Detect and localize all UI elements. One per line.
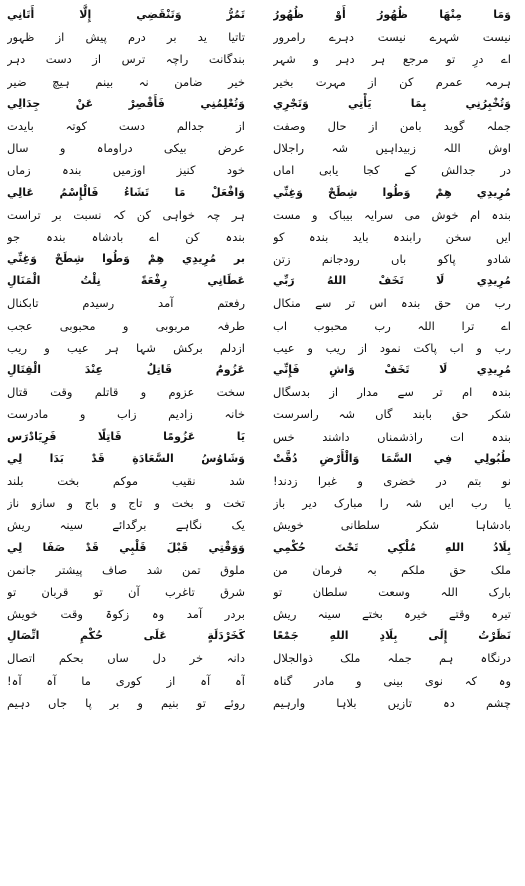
arabic-verse-line: يَا عَزُومًا قَاتِلًا فَرِيَادْرَس [7, 429, 245, 443]
arabic-verse-line: مُرِيدِي لَا تَخَفْ اللهُ رَبِّي [273, 274, 511, 288]
persian-verse-line: ہر چہ خواہی کن کہ نسبت بر تراست [7, 207, 245, 222]
persian-verse-line: رب من حق بندہ اس تر سے منکال [273, 296, 511, 311]
arabic-verse-line: تَمُرُّ وَتَنْقَضِي إِلَّا أَتَانِي [7, 8, 245, 21]
persian-verse-line: اوش اللہ زبیداہیں شہ راجلال [273, 141, 511, 156]
persian-verse-line: دانہ خر دل ساں بحکم اتصال [7, 651, 245, 666]
arabic-verse-line: مُرِيدِي هِمْ وَطُوا شِطَحْ وَغِنِّي [273, 185, 511, 199]
persian-verse-line: بندگانت راچہ ترس از دست دہر [7, 52, 245, 67]
arabic-verse-line: نَظَرْتُ إِلَى بِلَادِ اللهِ جَمْعًا [273, 629, 511, 643]
arabic-verse-line: عَزُومٌ قَاتِلٌ عِنْدَ الْقِتَالِ [7, 363, 245, 376]
persian-verse-line: یا رب ایں شہ را مبارک دیر باز [273, 496, 511, 511]
persian-verse-line: تاتیا ید بر درم پیش از ظہور [7, 30, 245, 45]
persian-verse-line: جملہ گوید بامن از حال وصفت [273, 118, 511, 133]
arabic-verse-line: وَافْعَلْ مَا تَشَاءُ فَالْإِسْمُ عَالِي [7, 185, 245, 199]
persian-verse-line: سخت عزوم و قاتلم وقت قتال [7, 385, 245, 400]
persian-verse-line: اے ترا اللہ رب محبوب اب [273, 318, 511, 333]
persian-verse-line: خانہ زادیم زاب و مادرست [7, 407, 245, 422]
left-column [7, 4, 245, 714]
arabic-verse-line: وَمَا مِنْهَا ظُهُورُ أَوْ ظُهُورُ [273, 8, 511, 21]
persian-verse-line: در جدالش کے کجا یابی اماں [273, 163, 511, 178]
persian-verse-line: عرض بیکی دراوماہ و سال [7, 141, 245, 156]
arabic-verse-line: طُبُولِي فِي السَّمَا وَالْأَرْضِ دُقَّتْ [273, 451, 511, 465]
persian-verse-line: نیست شہرے نیست دہرے رامرور [273, 30, 511, 45]
persian-verse-line: بادشاہا شکر سلطانی خویش [273, 518, 511, 533]
persian-verse-line: بندہ ات راذشمناں داشند خس [273, 429, 511, 444]
persian-verse-line: رب و اب پاکت نمود از ریب و عیب [273, 340, 511, 355]
persian-verse-line: طرفہ مربوبی و محبوبی عجب [7, 318, 245, 333]
arabic-verse-line: وَتُخْبِرُنِي بِمَا يَأْتِي وَتَجْرِي [273, 96, 511, 110]
arabic-verse-line: مُرِيدِي لَا تَخَفْ وَاشِ فَإِنِّي [273, 363, 511, 376]
persian-verse-line: ہرمہ عمرم کن از مہرت بخیر [273, 74, 511, 89]
persian-verse-line: درنگاہ ہم جملہ ملک ذوالجلال [273, 651, 511, 666]
persian-verse-line: رفعتم آمد رسیدم تابکنال [7, 296, 245, 311]
persian-verse-line: نو بتم در خضری و غبرا زدند! [273, 473, 511, 488]
persian-verse-line: بندہ ام خوش می سرایہ بیباک و مست [273, 207, 511, 222]
arabic-verse-line: عَطَانِي رِفْعَةً نِلْتُ الْمَنَالِ [7, 274, 245, 288]
persian-verse-line: تخت و بخت و تاج و باج و سازو ناز [7, 496, 245, 511]
arabic-verse-line: وَشَاوُسُ السَّعَادَةِ قَدْ بَدَا لِي [7, 451, 245, 465]
persian-verse-line: بردر آمد وہ زکوۃ وقت خویش [7, 607, 245, 622]
persian-verse-line: ازدلم برکش شہا ہر عیب و ریب [7, 340, 245, 355]
persian-verse-line: ایں سخن رابندہ باید بندہ کو [273, 229, 511, 244]
persian-verse-line: ملک حق ملکم بہ فرمان من [273, 562, 511, 577]
arabic-verse-line: وَتُعْلِمُنِي فَأَقْصِرْ عَنْ جِدَالِي [7, 96, 245, 110]
arabic-verse-line: وَوَقْتِي قَبْلَ قَلْبِي قَدْ صَفَا لِي [7, 540, 245, 554]
arabic-verse-line: كَخَرْدَلَةٍ عَلَى حُكْمِ اتِّصَالِ [7, 629, 245, 643]
persian-verse-line: شکر حق بابند گاں شہ راسرست [273, 407, 511, 422]
persian-verse-line: بارک اللہ وسعت سلطان تو [273, 584, 511, 599]
right-column [273, 4, 511, 714]
persian-verse-line: بندہ ام تر سے مدار از بدسگال [273, 385, 511, 400]
persian-verse-line: شد نقیب موکم بخت بلند [7, 473, 245, 488]
persian-verse-line: از جدالم دست کوتہ بایدت [7, 118, 245, 133]
persian-verse-line: تیرہ وقتے خیرہ بختے سینہ ریش [273, 607, 511, 622]
persian-verse-line: شادو پاکو باں رودجانم زتن [273, 252, 511, 267]
persian-verse-line: یک نگاہے برگدائے سینہ ریش [7, 518, 245, 533]
arabic-verse-line: بِلَادُ اللهِ مُلْكِي تَحْتَ حُكْمِي [273, 540, 511, 554]
arabic-verse-line: بر مُرِيدِي هِمْ وَطُوا شِطَحْ وَغِنِّي [7, 252, 245, 266]
persian-verse-line: اے درِ تو مرجع ہر دہر و شہر [273, 52, 511, 67]
persian-verse-line: آہ آہ از کوری ما آہ آہ! [7, 673, 245, 688]
persian-verse-line: خیر ضامن نہ بینم ہیچ ضیر [7, 74, 245, 89]
persian-verse-line: روئے تو بنیم و بر پا جاں دہیم [7, 695, 245, 710]
persian-verse-line: بندہ کن اے بادشاہ بندہ جو [7, 229, 245, 244]
persian-verse-line: خود کنیز اوزمیں بندہ زماں [7, 163, 245, 178]
persian-verse-line: چشم دہ تازیں بلاہا وارہیم [273, 695, 511, 710]
persian-verse-line: وہ کہ نوی بینی و مادر گناہ [273, 673, 511, 688]
persian-verse-line: شرق تاغرب آن تو قربان تو [7, 584, 245, 599]
persian-verse-line: ملوق تمن شد صاف پیشتر جانمن [7, 562, 245, 577]
